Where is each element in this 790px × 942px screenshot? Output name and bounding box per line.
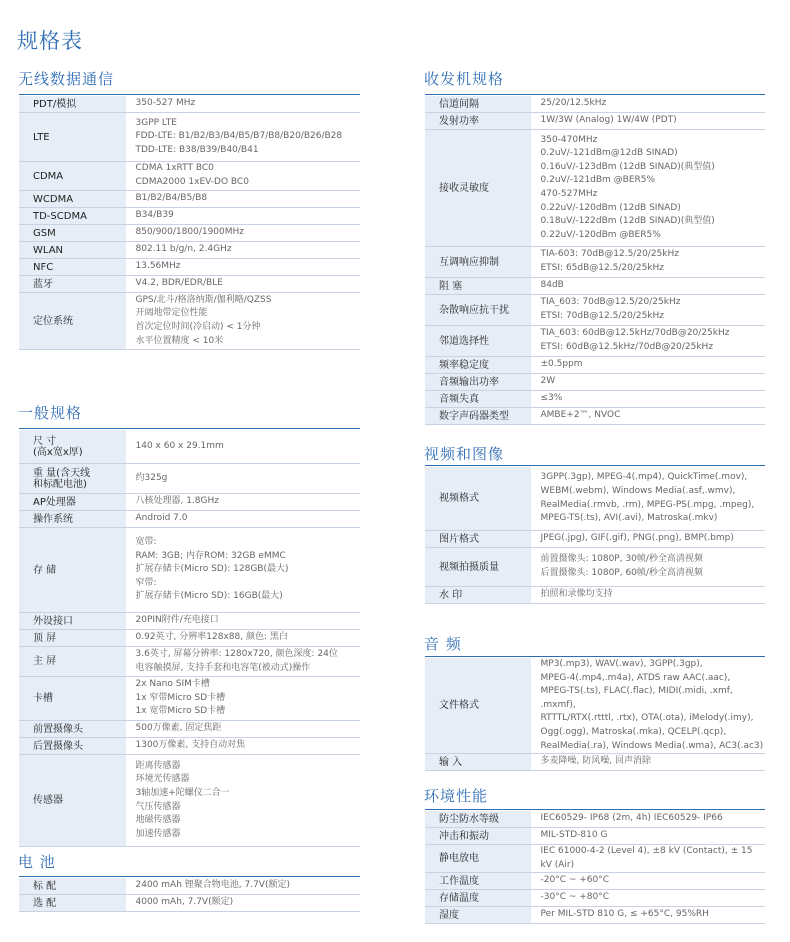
- spec-value: 前置摄像头: 1080P, 30帧/秒全高清视频 后置摄像头: 1080P, 60帧/秒全高清视频: [531, 548, 765, 587]
- spec-label: 发射功率: [425, 113, 531, 130]
- spec-value: 2W: [531, 374, 765, 391]
- spec-label: 文件格式: [425, 658, 531, 754]
- spec-row: [425, 754, 765, 771]
- spec-row: [19, 162, 360, 191]
- spec-row: [19, 878, 360, 895]
- spec-label: 水 印: [425, 587, 531, 604]
- spec-row: [425, 658, 765, 754]
- spec-label: 选 配: [19, 895, 126, 912]
- spec-value: TIA_603: 60dB@12.5kHz/70dB@20/25kHz ETSI: 60dB@12.5kHz/70dB@20/25kHz: [531, 326, 765, 357]
- spec-label: 前置摄像头: [19, 721, 126, 738]
- spec-row: [425, 96, 765, 113]
- spec-value: 140 x 60 x 29.1mm: [126, 430, 360, 464]
- section-title-video: 视频和图像: [424, 445, 505, 463]
- spec-row: [425, 113, 765, 130]
- spec-row: [425, 548, 765, 587]
- spec-label: 后置摄像头: [19, 738, 126, 755]
- section-title-wireless: 无线数据通信: [18, 70, 115, 88]
- spec-row: [425, 408, 765, 425]
- spec-value: IEC 61000-4-2 (Level 4), ±8 kV (Contact), ± 15 kV (Air): [531, 845, 765, 873]
- spec-value: Android 7.0: [126, 511, 360, 528]
- spec-row: [425, 467, 765, 531]
- spec-row: [425, 374, 765, 391]
- spec-row: [19, 494, 360, 511]
- spec-value: 25/20/12.5kHz: [531, 96, 765, 113]
- spec-value: MP3(.mp3), WAV(.wav), 3GPP(.3gp), MPEG-4(.mp4,.m4a), ATDS raw AAC(.aac), MPEG-TS(.ts), FLAC(.flac), MIDI(.midi, .xmf, .mxmf), RTTTL/RTX(.rtttl, .rtx), OTA(.ota), iMelody(.imy), Ogg(.ogg), Matroska(.mka), QCELP(.qcp), RealMedia(.ra), Windows Media(.wma), AC3(.ac3): [531, 658, 765, 754]
- spec-row: [425, 873, 765, 890]
- spec-label: 重 量(含天线 和标配电池): [19, 464, 126, 494]
- spec-label: 存 储: [19, 528, 126, 613]
- spec-value: 多麦降噪, 防风噪, 回声消除: [531, 754, 765, 771]
- spec-label: 图片格式: [425, 531, 531, 548]
- spec-row: [19, 528, 360, 613]
- spec-label: WCDMA: [19, 191, 126, 208]
- spec-row: [19, 647, 360, 677]
- spec-row: [19, 242, 360, 259]
- spec-value: 850/900/1800/1900MHz: [126, 225, 360, 242]
- spec-label: 工作温度: [425, 873, 531, 890]
- spec-row: [19, 96, 360, 113]
- spec-value: 八核处理器, 1.8GHz: [126, 494, 360, 511]
- spec-label: 主 屏: [19, 647, 126, 677]
- battery-spec-table: [19, 877, 360, 912]
- spec-value: ≤3%: [531, 391, 765, 408]
- spec-row: [425, 357, 765, 374]
- spec-label: AP处理器: [19, 494, 126, 511]
- spec-label: PDT/模拟: [19, 96, 126, 113]
- spec-label: 标 配: [19, 878, 126, 895]
- spec-value: 约325g: [126, 464, 360, 494]
- spec-row: [425, 391, 765, 408]
- spec-label: 杂散响应抗干扰: [425, 295, 531, 326]
- spec-value: 2x Nano SIM卡槽 1x 窄带Micro SD卡槽 1x 宽带Micro SD卡槽: [126, 677, 360, 721]
- spec-label: 邻道选择性: [425, 326, 531, 357]
- spec-value: 2400 mAh 锂聚合物电池, 7.7V(额定): [126, 878, 360, 895]
- spec-label: 阻 塞: [425, 278, 531, 295]
- spec-value: 500万像素, 固定焦距: [126, 721, 360, 738]
- spec-label: 视频拍摄质量: [425, 548, 531, 587]
- spec-row: [19, 259, 360, 276]
- spec-row: [425, 295, 765, 326]
- spec-value: GPS/北斗/格洛纳斯/伽利略/QZSS 开阔地带定位性能 首次定位时间(冷启动) < 1分钟 水平位置精度 < 10米: [126, 293, 360, 350]
- section-title-audio: 音 频: [424, 635, 462, 653]
- spec-value: 3.6英寸, 屏幕分辨率: 1280x720, 颜色深度: 24位 电容触摸屏, 支持手套和电容笔(被动式)操作: [126, 647, 360, 677]
- spec-row: [19, 225, 360, 242]
- spec-row: [19, 276, 360, 293]
- spec-row: [19, 430, 360, 464]
- spec-row: [19, 511, 360, 528]
- spec-label: 卡槽: [19, 677, 126, 721]
- spec-label: 静电放电: [425, 845, 531, 873]
- spec-row: [19, 721, 360, 738]
- spec-value: CDMA 1xRTT BC0 CDMA2000 1xEV-DO BC0: [126, 162, 360, 191]
- spec-row: [19, 464, 360, 494]
- spec-label: 定位系统: [19, 293, 126, 350]
- spec-value: 84dB: [531, 278, 765, 295]
- spec-value: 4000 mAh, 7.7V(额定): [126, 895, 360, 912]
- spec-value: IEC60529- IP68 (2m, 4h) IEC60529- IP66: [531, 811, 765, 828]
- spec-value: 350-527 MHz: [126, 96, 360, 113]
- spec-value: V4.2, BDR/EDR/BLE: [126, 276, 360, 293]
- spec-label: 频率稳定度: [425, 357, 531, 374]
- spec-label: 传感器: [19, 755, 126, 847]
- spec-value: B34/B39: [126, 208, 360, 225]
- spec-label: 防尘防水等级: [425, 811, 531, 828]
- page-title: 规格表: [17, 29, 83, 53]
- spec-label: 冲击和振动: [425, 828, 531, 845]
- spec-row: [19, 755, 360, 847]
- spec-value: 802.11 b/g/n, 2.4GHz: [126, 242, 360, 259]
- audio-spec-table: [425, 657, 765, 771]
- spec-value: 13.56MHz: [126, 259, 360, 276]
- wireless-spec-table: [19, 95, 360, 350]
- spec-row: [19, 738, 360, 755]
- spec-row: [425, 828, 765, 845]
- spec-label: 音频失真: [425, 391, 531, 408]
- spec-row: [425, 890, 765, 907]
- spec-row: [425, 587, 765, 604]
- spec-row: [425, 130, 765, 247]
- spec-row: [19, 208, 360, 225]
- spec-row: [19, 895, 360, 912]
- spec-label: 存储温度: [425, 890, 531, 907]
- spec-value: 距离传感器 环境光传感器 3轴加速+陀螺仪二合一 气压传感器 地磁传感器 加速传感器: [126, 755, 360, 847]
- section-title-transceiver: 收发机规格: [424, 70, 505, 88]
- spec-label: 接收灵敏度: [425, 130, 531, 247]
- spec-label: 互调响应抑制: [425, 247, 531, 278]
- spec-value: TIA-603: 70dB@12.5/20/25kHz ETSI: 65dB@12.5/20/25kHz: [531, 247, 765, 278]
- spec-label: 外设接口: [19, 613, 126, 630]
- spec-value: 拍照和录像均支持: [531, 587, 765, 604]
- general-spec-table: [19, 429, 360, 847]
- spec-label: 蓝牙: [19, 276, 126, 293]
- spec-row: [19, 113, 360, 162]
- section-title-general: 一般规格: [18, 404, 83, 422]
- spec-label: WLAN: [19, 242, 126, 259]
- environment-spec-table: [425, 810, 765, 924]
- section-title-battery: 电 池: [18, 853, 56, 871]
- spec-label: 视频格式: [425, 467, 531, 531]
- spec-row: [425, 845, 765, 873]
- spec-row: [425, 278, 765, 295]
- spec-value: 0.92英寸, 分辨率128x88, 颜色: 黑白: [126, 630, 360, 647]
- spec-label: 湿度: [425, 907, 531, 924]
- spec-row: [425, 531, 765, 548]
- spec-row: [425, 907, 765, 924]
- spec-row: [19, 191, 360, 208]
- spec-label: 音频输出功率: [425, 374, 531, 391]
- spec-value: 1W/3W (Analog) 1W/4W (PDT): [531, 113, 765, 130]
- spec-row: [19, 613, 360, 630]
- transceiver-spec-table: [425, 95, 765, 425]
- spec-row: [19, 293, 360, 350]
- spec-label: 输 入: [425, 754, 531, 771]
- spec-label: 数字声码器类型: [425, 408, 531, 425]
- spec-value: 3GPP(.3gp), MPEG-4(.mp4), QuickTime(.mov), WEBM(.webm), Windows Media(.asf,.wmv), RealMedia(.rmvb, .rm), MPEG-PS(.mpg, .mpeg), MPEG-TS(.ts), AVI(.avi), Matroska(.mkv): [531, 467, 765, 531]
- spec-value: -20°C ~ +60°C: [531, 873, 765, 890]
- section-title-environment: 环境性能: [424, 787, 489, 805]
- spec-label: 操作系统: [19, 511, 126, 528]
- spec-value: ±0.5ppm: [531, 357, 765, 374]
- spec-label: TD-SCDMA: [19, 208, 126, 225]
- spec-value: 1300万像素, 支持自动对焦: [126, 738, 360, 755]
- spec-value: TIA_603: 70dB@12.5/20/25kHz ETSI: 70dB@12.5/20/25kHz: [531, 295, 765, 326]
- spec-value: Per MIL-STD 810 G, ≤ +65°C, 95%RH: [531, 907, 765, 924]
- spec-value: 350-470MHz 0.2uV/-121dBm@12dB SINAD) 0.16uV/-123dBm (12dB SINAD)(典型值) 0.2uV/-121dBm @BER5% 470-527MHz 0.22uV/-120dBm (12dB SINAD) 0.18uV/-122dBm (12dB SINAD)(典型值) 0.22uV/-120dBm @BER5%: [531, 130, 765, 247]
- spec-value: B1/B2/B4/B5/B8: [126, 191, 360, 208]
- spec-value: AMBE+2™, NVOC: [531, 408, 765, 425]
- spec-row: [19, 677, 360, 721]
- spec-value: JPEG(.jpg), GIF(.gif), PNG(.png), BMP(.bmp): [531, 531, 765, 548]
- spec-row: [425, 811, 765, 828]
- spec-value: 3GPP LTE FDD-LTE: B1/B2/B3/B4/B5/B7/B8/B20/B26/B28 TDD-LTE: B38/B39/B40/B41: [126, 113, 360, 162]
- spec-value: 20PIN附件/充电接口: [126, 613, 360, 630]
- spec-label: CDMA: [19, 162, 126, 191]
- spec-label: 信道间隔: [425, 96, 531, 113]
- spec-label: LTE: [19, 113, 126, 162]
- spec-label: GSM: [19, 225, 126, 242]
- spec-value: 宽带: RAM: 3GB; 内存ROM: 32GB eMMC 扩展存储卡(Micro SD): 128GB(最大) 窄带: 扩展存储卡(Micro SD): 16GB(最大): [126, 528, 360, 613]
- video-spec-table: [425, 466, 765, 604]
- spec-label: 顶 屏: [19, 630, 126, 647]
- spec-label: NFC: [19, 259, 126, 276]
- spec-row: [425, 326, 765, 357]
- spec-value: MIL-STD-810 G: [531, 828, 765, 845]
- spec-value: -30°C ~ +80°C: [531, 890, 765, 907]
- spec-row: [425, 247, 765, 278]
- spec-row: [19, 630, 360, 647]
- spec-label: 尺 寸 (高x宽x厚): [19, 430, 126, 464]
